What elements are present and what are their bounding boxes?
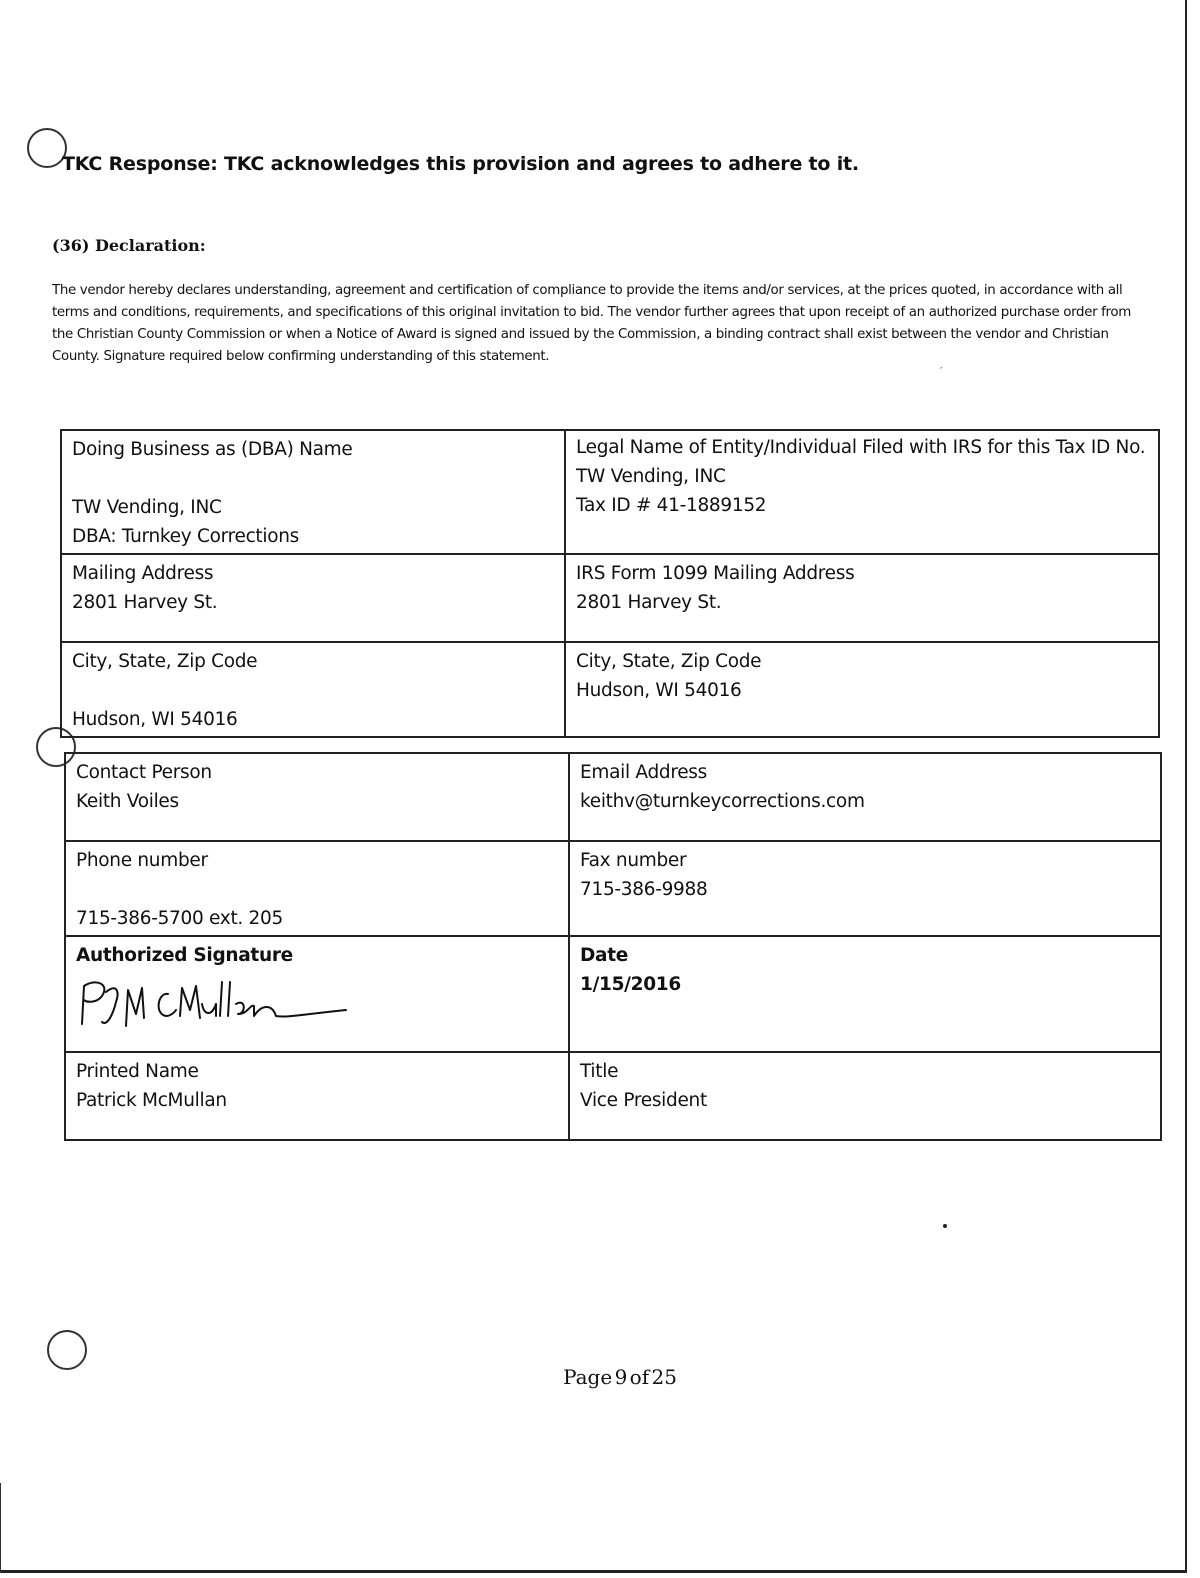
- city-state-zip-value-right: Hudson, WI 54016: [576, 680, 742, 701]
- page-edge-bottom: [0, 1570, 1187, 1573]
- mailing-address-value: 2801 Harvey St.: [72, 592, 218, 613]
- stray-tick-mark: ′: [940, 366, 943, 377]
- printed-name-cell: [65, 1052, 569, 1140]
- title-label: Title: [580, 1061, 619, 1082]
- handwritten-signature: [76, 974, 356, 1032]
- title-cell: [569, 1052, 1161, 1140]
- date-label: Date: [580, 945, 629, 966]
- contact-info-table: [64, 752, 1162, 1141]
- legal-name-value: TW Vending, INC Tax ID # 41-1889152: [576, 466, 767, 516]
- title-value: Vice President: [580, 1090, 707, 1111]
- declaration-heading: (36) Declaration:: [52, 236, 206, 255]
- city-state-zip-value-left: Hudson, WI 54016: [72, 709, 238, 730]
- punch-hole-bottom: [47, 1330, 87, 1370]
- email-cell: [569, 753, 1161, 841]
- mailing-address-cell: [61, 554, 565, 642]
- page-number-footer: [0, 1365, 1200, 1389]
- signature-label: Authorized Signature: [76, 945, 293, 966]
- contact-person-cell: [65, 753, 569, 841]
- page-number: 9: [614, 1365, 628, 1389]
- dba-value: TW Vending, INC DBA: Turnkey Corrections: [72, 497, 300, 547]
- fax-value: 715-386-9988: [580, 879, 708, 900]
- phone-cell: [65, 841, 569, 936]
- city-state-zip-label-right: City, State, Zip Code: [576, 651, 762, 672]
- city-state-zip-label-left: City, State, Zip Code: [72, 651, 258, 672]
- legal-name-label: Legal Name of Entity/Individual Filed with IRS for this Tax ID No.: [576, 437, 1146, 458]
- page-edge-left: [0, 1483, 1, 1573]
- vendor-info-table: [60, 429, 1160, 738]
- legal-name-cell: [565, 430, 1159, 554]
- irs-address-value: 2801 Harvey St.: [576, 592, 722, 613]
- city-state-zip-left-cell: [61, 642, 565, 737]
- declaration-body: The vendor hereby declares understanding, agreement and certification of compliance to provide the items and/or services, at the prices quoted, in accordance with all terms and conditions, requirements, and specifications of this original invitation to bid. The vendor further agrees that upon receipt of an authorized purchase order from the Christian County Commission or when a Notice of Award is signed and issued by the Commission, a binding contract shall exist between the vendor and Christian County. Signature required below confirming understanding of this statement.: [52, 283, 1131, 364]
- contact-person-value: Keith Voiles: [76, 791, 179, 812]
- dba-label: Doing Business as (DBA) Name: [72, 439, 353, 460]
- printed-name-value: Patrick McMullan: [76, 1090, 227, 1111]
- phone-value: 715-386-5700 ext. 205: [76, 908, 283, 929]
- tkc-response: TKC Response: TKC acknowledges this provision and agrees to adhere to it.: [62, 153, 859, 175]
- dba-cell: [61, 430, 565, 554]
- email-label: Email Address: [580, 762, 707, 783]
- irs-address-cell: [565, 554, 1159, 642]
- page-prefix: Page: [563, 1365, 613, 1389]
- email-value: keithv@turnkeycorrections.com: [580, 791, 865, 812]
- page-total: 25: [651, 1365, 677, 1389]
- page-of: of: [629, 1365, 650, 1389]
- date-value: 1/15/2016: [580, 974, 681, 995]
- contact-person-label: Contact Person: [76, 762, 212, 783]
- irs-address-label: IRS Form 1099 Mailing Address: [576, 563, 855, 584]
- date-cell: [569, 936, 1161, 1052]
- phone-label: Phone number: [76, 850, 208, 871]
- fax-label: Fax number: [580, 850, 687, 871]
- signature-cell: [65, 936, 569, 1052]
- punch-hole-top: [27, 128, 67, 168]
- page-edge-right: [1185, 0, 1187, 1572]
- city-state-zip-right-cell: [565, 642, 1159, 737]
- printed-name-label: Printed Name: [76, 1061, 199, 1082]
- fax-cell: [569, 841, 1161, 936]
- mailing-address-label: Mailing Address: [72, 563, 214, 584]
- stray-dot: [943, 1224, 947, 1228]
